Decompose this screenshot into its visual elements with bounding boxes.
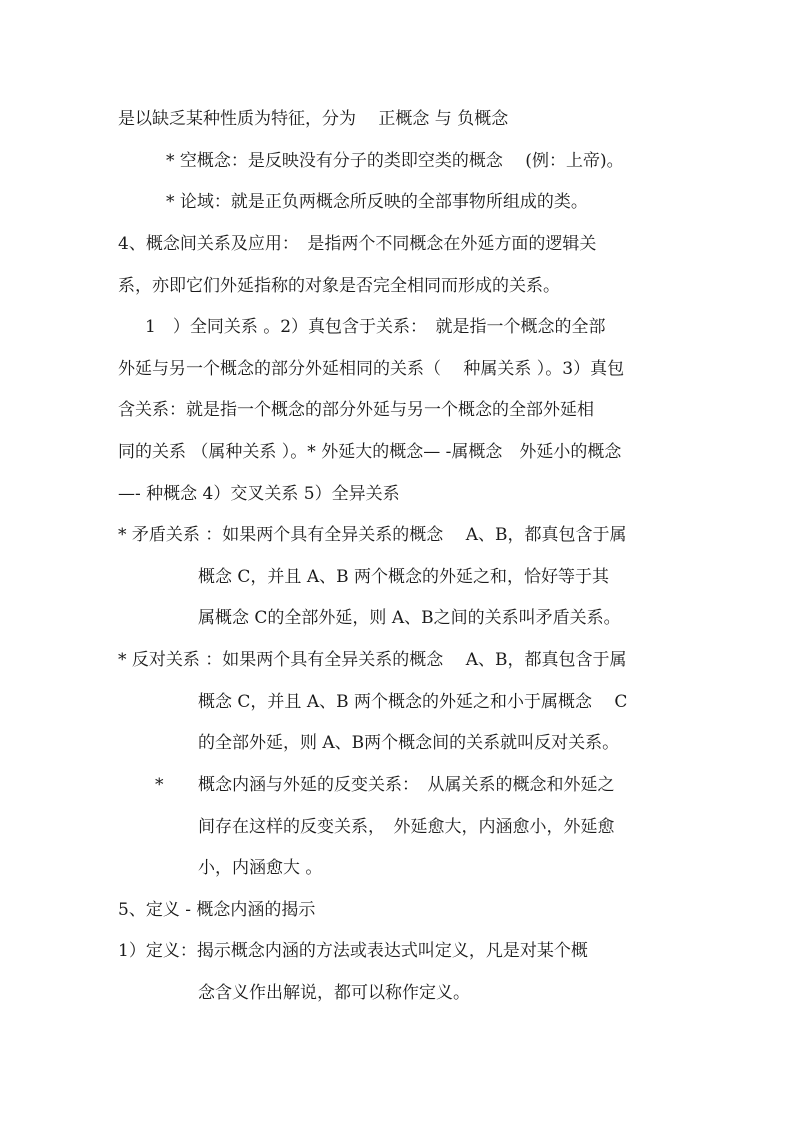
text-line-2: * 空概念：是反映没有分子的类即空类的概念 (例：上帝)。 <box>166 151 624 171</box>
text-line-3: * 论域：就是正负两概念所反映的全部事物所组成的类。 <box>166 192 588 212</box>
text-line-9: 同的关系 （属种关系 ）。* 外延大的概念— -属概念 外延小的概念 <box>118 442 622 462</box>
text-line-17: 概念内涵与外延的反变关系： 从属关系的概念和外延之 <box>198 775 615 795</box>
text-line-1: 是以缺乏某种性质为特征，分为 正概念 与 负概念 <box>118 109 509 129</box>
section-heading-5: 5、定义 - 概念内涵的揭示 <box>118 900 316 920</box>
section-heading-4: 4、概念间关系及应用： 是指两个不同概念在外延方面的逻辑关 <box>118 234 597 254</box>
text-line-14: * 反对关系 ：如果两个具有全异关系的概念 A、B，都真包含于属 <box>118 650 627 670</box>
text-line-21: 1）定义：揭示概念内涵的方法或表达式叫定义，凡是对某个概 <box>118 941 588 961</box>
text-line-6: 1 ）全同关系 。2）真包含于关系： 就是指一个概念的全部 <box>145 317 606 337</box>
text-line-10: —- 种概念 4）交叉关系 5）全异关系 <box>118 484 400 504</box>
text-line-22: 念含义作出解说，都可以称作定义。 <box>198 983 470 1003</box>
text-line-15: 概念 C，并且 A、B 两个概念的外延之和小于属概念 C <box>198 692 628 712</box>
bullet-marker: * <box>155 775 164 795</box>
text-line-8: 含关系：就是指一个概念的部分外延与另一个概念的全部外延相 <box>118 400 594 420</box>
text-line-19: 小，内涵愈大 。 <box>198 858 323 878</box>
text-line-5: 系，亦即它们外延指称的对象是否完全相同而形成的关系。 <box>118 276 560 296</box>
text-line-16: 的全部外延，则 A、B两个概念间的关系就叫反对关系。 <box>198 733 620 753</box>
text-line-13: 属概念 C的全部外延，则 A、B之间的关系叫矛盾关系。 <box>198 608 621 628</box>
text-line-18: 间存在这样的反变关系， 外延愈大，内涵愈小，外延愈 <box>198 817 615 837</box>
text-line-11: * 矛盾关系 ：如果两个具有全异关系的概念 A、B，都真包含于属 <box>118 525 627 545</box>
text-line-12: 概念 C，并且 A、B 两个概念的外延之和，恰好等于其 <box>198 567 609 587</box>
text-line-7: 外延与另一个概念的部分外延相同的关系（ 种属关系 ）。3）真包 <box>118 359 625 379</box>
